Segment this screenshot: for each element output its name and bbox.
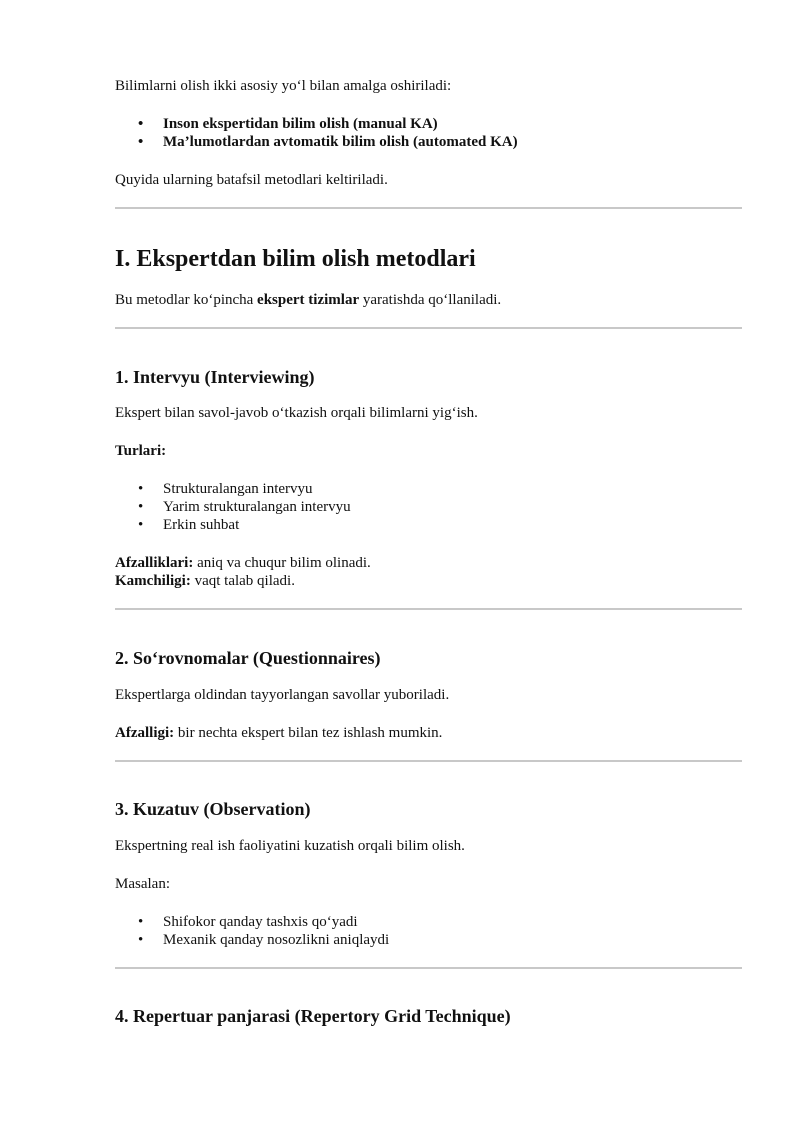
- bullet-icon: •: [138, 914, 144, 930]
- list-item: [138, 516, 239, 534]
- list-item: [138, 133, 518, 151]
- list-item: [138, 498, 351, 516]
- list-item: [138, 913, 358, 931]
- method-2-pros: [115, 724, 442, 742]
- divider: [115, 608, 742, 610]
- section-description-text-end: yaratishda qo‘llaniladi.: [359, 292, 502, 308]
- pros-label: Afzalliklari:: [115, 555, 194, 571]
- method-1-pros: [115, 554, 371, 572]
- method-1-description: Ekspert bilan savol-javob o‘tkazish orqali bilimlarni yig‘ish.: [115, 405, 478, 421]
- list-item-text: Ma’lumotlardan avtomatik bilim olish (automated KA): [163, 134, 518, 150]
- method-1-title: 1. Intervyu (Interviewing): [115, 367, 315, 387]
- intro-text: Bilimlarni olish ikki asosiy yo‘l bilan amalga oshiriladi:: [115, 78, 452, 94]
- list-item-text: Inson ekspertidan bilim olish (manual KA): [163, 116, 438, 132]
- divider: [115, 207, 742, 209]
- section-description-bold: ekspert tizimlar: [257, 292, 360, 308]
- method-1-types-label: Turlari:: [115, 443, 167, 459]
- method-3-description: Ekspertning real ish faoliyatini kuzatish orqali bilim olish.: [115, 838, 465, 854]
- method-2-description: Ekspertlarga oldindan tayyorlangan savollar yuboriladi.: [115, 687, 450, 703]
- pros-label: Afzalligi:: [115, 725, 175, 741]
- list-item-text: Strukturalangan intervyu: [163, 481, 313, 497]
- method-4-title: 4. Repertuar panjarasi (Repertory Grid Technique): [115, 1006, 511, 1026]
- bullet-icon: •: [138, 499, 144, 515]
- method-3-title: 3. Kuzatuv (Observation): [115, 799, 311, 819]
- list-item: [138, 931, 389, 949]
- cons-label: Kamchiligi:: [115, 573, 191, 589]
- list-item-text: Erkin suhbat: [163, 517, 240, 533]
- section-title: I. Ekspertdan bilim olish metodlari: [115, 246, 476, 272]
- divider: [115, 967, 742, 969]
- bullet-icon: •: [138, 481, 144, 497]
- list-item-text: Shifokor qanday tashxis qo‘yadi: [163, 914, 358, 930]
- bullet-icon: •: [138, 134, 144, 150]
- list-item-text: Yarim strukturalangan intervyu: [163, 499, 351, 515]
- bullet-icon: •: [138, 932, 144, 948]
- list-item: [138, 480, 313, 498]
- bullet-icon: •: [138, 116, 144, 132]
- list-item: [138, 115, 438, 133]
- pros-text: aniq va chuqur bilim olinadi.: [193, 555, 371, 571]
- pros-text: bir nechta ekspert bilan tez ishlash mumkin.: [174, 725, 443, 741]
- section-description: [115, 291, 501, 309]
- section-description-text: Bu metodlar ko‘pincha: [115, 292, 258, 308]
- method-2-title: 2. So‘rovnomalar (Questionnaires): [115, 648, 381, 668]
- method-1-cons: [115, 572, 295, 590]
- cons-text: vaqt talab qiladi.: [190, 573, 295, 589]
- bullet-icon: •: [138, 517, 144, 533]
- divider: [115, 760, 742, 762]
- list-item-text: Mexanik qanday nosozlikni aniqlaydi: [163, 932, 390, 948]
- intro-after-text: Quyida ularning batafsil metodlari keltiriladi.: [115, 172, 388, 188]
- divider: [115, 327, 742, 329]
- method-3-example-label: Masalan:: [115, 876, 170, 892]
